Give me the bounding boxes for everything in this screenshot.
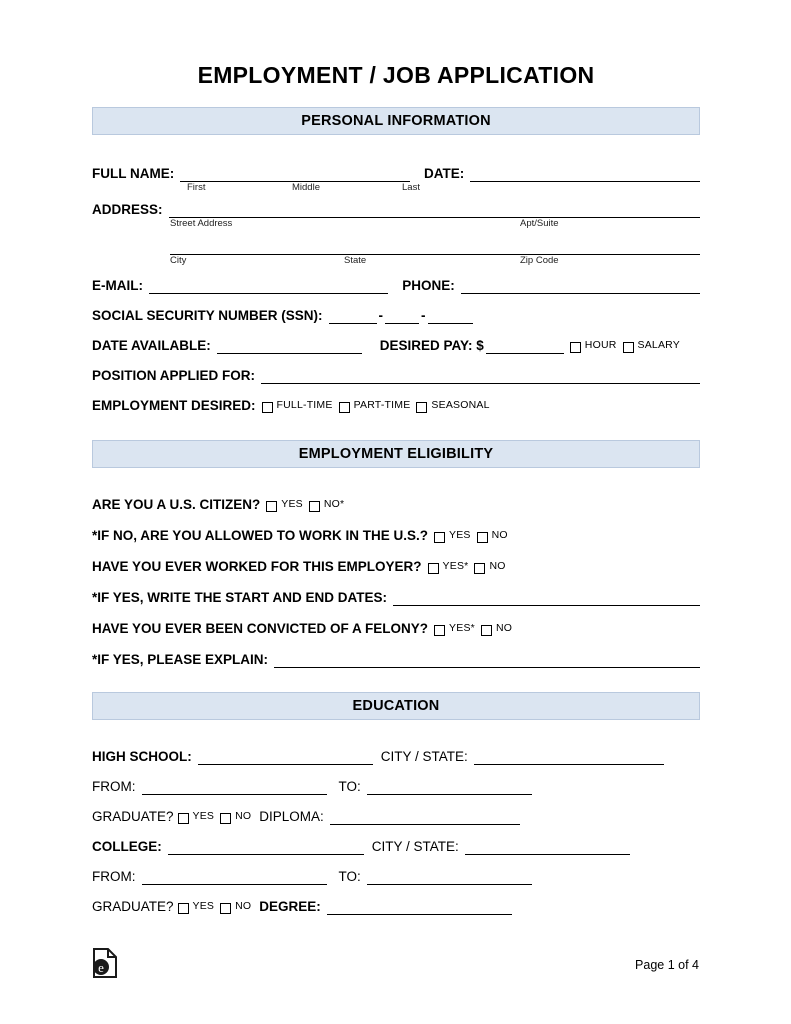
date-available-input[interactable] <box>217 338 362 354</box>
high-school-row <box>92 748 700 765</box>
phone-input[interactable] <box>461 278 700 294</box>
caption-apt-suite: Apt/Suite <box>520 218 559 229</box>
degree-input[interactable] <box>327 899 512 915</box>
position-applied-label: POSITION APPLIED FOR: <box>92 368 256 383</box>
city-state-zip-captions <box>92 255 700 268</box>
checkbox-worked-before-no[interactable] <box>474 563 485 574</box>
college-city-state-label: CITY / STATE: <box>371 839 459 854</box>
checkbox-felony-yes[interactable] <box>434 625 445 636</box>
desired-pay-input[interactable] <box>486 338 564 354</box>
label-part-time: PART-TIME <box>353 399 411 411</box>
address-row <box>92 201 700 218</box>
section-header-employment-eligibility: EMPLOYMENT ELIGIBILITY <box>92 440 700 468</box>
phone-label: PHONE: <box>402 278 455 293</box>
checkbox-full-time[interactable] <box>262 402 273 413</box>
work-allowed-question-label: *IF NO, ARE YOU ALLOWED TO WORK IN THE U.S.? <box>92 528 429 543</box>
checkbox-work-allowed-no[interactable] <box>477 532 488 543</box>
diploma-input[interactable] <box>330 809 520 825</box>
address-label: ADDRESS: <box>92 202 163 217</box>
section-header-personal-information: PERSONAL INFORMATION <box>92 107 700 135</box>
felony-explain-input[interactable] <box>274 652 700 668</box>
label-felony-no: NO <box>495 622 513 634</box>
label-college-graduate-yes: YES <box>192 900 215 912</box>
caption-state: State <box>344 255 367 266</box>
page-number: Page 1 of 4 <box>635 958 699 972</box>
high-school-dates-row <box>92 778 700 795</box>
college-dates-row <box>92 868 700 885</box>
ssn-input-serial[interactable] <box>428 309 473 324</box>
street-address-input[interactable] <box>169 202 700 218</box>
checkbox-citizen-no[interactable] <box>309 501 320 512</box>
caption-city: City <box>170 255 187 266</box>
felony-explain-row <box>92 651 700 668</box>
caption-middle: Middle <box>292 182 320 193</box>
label-seasonal: SEASONAL <box>431 399 490 411</box>
date-input[interactable] <box>470 166 700 182</box>
email-label: E-MAIL: <box>92 278 143 293</box>
checkbox-seasonal[interactable] <box>416 402 427 413</box>
start-end-dates-input[interactable] <box>393 590 700 606</box>
diploma-label: DIPLOMA: <box>259 809 324 824</box>
label-work-allowed-no: NO <box>491 529 508 541</box>
checkbox-part-time[interactable] <box>339 402 350 413</box>
label-work-allowed-yes: YES <box>449 529 471 541</box>
position-applied-input[interactable] <box>261 368 700 384</box>
college-from-label: FROM: <box>92 869 136 884</box>
high-school-from-input[interactable] <box>142 779 327 795</box>
ssn-input-area1[interactable] <box>329 309 377 324</box>
college-to-label: TO: <box>338 869 361 884</box>
high-school-to-label: TO: <box>338 779 361 794</box>
date-label: DATE: <box>424 166 465 181</box>
citizen-question-row <box>92 496 700 513</box>
full-name-input[interactable] <box>180 166 410 182</box>
document-body <box>92 0 700 915</box>
felony-question-label: HAVE YOU EVER BEEN CONVICTED OF A FELONY? <box>92 621 429 636</box>
label-hs-graduate-yes: YES <box>192 810 215 822</box>
checkbox-citizen-yes[interactable] <box>266 501 277 512</box>
college-graduate-row <box>92 898 700 915</box>
employment-desired-row <box>92 397 700 414</box>
label-citizen-no: NO* <box>323 498 345 510</box>
address-captions <box>92 218 700 231</box>
college-row <box>92 838 700 855</box>
ssn-label: SOCIAL SECURITY NUMBER (SSN): <box>92 308 323 323</box>
worked-before-question-label: HAVE YOU EVER WORKED FOR THIS EMPLOYER? <box>92 559 422 574</box>
checkbox-felony-no[interactable] <box>481 625 492 636</box>
email-input[interactable] <box>149 278 388 294</box>
college-graduate-label: GRADUATE? <box>92 899 174 914</box>
full-name-row <box>92 165 700 182</box>
high-school-city-state-input[interactable] <box>474 749 664 765</box>
label-pay-salary: SALARY <box>637 339 680 351</box>
checkbox-worked-before-yes[interactable] <box>428 563 439 574</box>
college-from-input[interactable] <box>142 869 327 885</box>
label-worked-before-no: NO <box>489 560 506 572</box>
desired-pay-label: DESIRED PAY: $ <box>379 338 484 353</box>
high-school-to-input[interactable] <box>367 779 532 795</box>
felony-question-row <box>92 620 700 637</box>
work-allowed-question-row <box>92 527 700 544</box>
start-end-dates-row <box>92 589 700 606</box>
svg-text:e: e <box>98 960 104 975</box>
caption-last: Last <box>402 182 420 193</box>
caption-street-address: Street Address <box>170 218 233 229</box>
city-state-zip-input[interactable] <box>170 239 700 255</box>
section-header-education: EDUCATION <box>92 692 700 720</box>
checkbox-college-graduate-no[interactable] <box>220 903 231 914</box>
full-name-captions <box>92 182 700 195</box>
employment-desired-label: EMPLOYMENT DESIRED: <box>92 398 256 413</box>
worked-before-question-row <box>92 558 700 575</box>
checkbox-hs-graduate-yes[interactable] <box>178 813 189 824</box>
college-to-input[interactable] <box>367 869 532 885</box>
high-school-from-label: FROM: <box>92 779 136 794</box>
label-college-graduate-no: NO <box>235 900 252 912</box>
ssn-input-group[interactable] <box>385 309 419 324</box>
high-school-graduate-row <box>92 808 700 825</box>
college-label: COLLEGE: <box>92 839 162 854</box>
high-school-label: HIGH SCHOOL: <box>92 749 192 764</box>
high-school-input[interactable] <box>198 749 373 765</box>
ssn-row: SOCIAL SECURITY NUMBER (SSN): - - <box>92 307 700 324</box>
date-available-label: DATE AVAILABLE: <box>92 338 211 353</box>
page-footer <box>92 948 699 978</box>
citizen-question-label: ARE YOU A U.S. CITIZEN? <box>92 497 261 512</box>
high-school-city-state-label: CITY / STATE: <box>380 749 468 764</box>
caption-first: First <box>187 182 206 193</box>
full-name-label: FULL NAME: <box>92 166 175 181</box>
checkbox-college-graduate-yes[interactable] <box>178 903 189 914</box>
checkbox-pay-salary[interactable] <box>623 342 634 353</box>
degree-label: DEGREE: <box>259 899 321 914</box>
date-available-pay-row <box>92 337 700 354</box>
label-felony-yes: YES* <box>449 622 475 634</box>
start-end-dates-label: *IF YES, WRITE THE START AND END DATES: <box>92 590 388 605</box>
label-hs-graduate-no: NO <box>235 810 252 822</box>
email-phone-row <box>92 277 700 294</box>
checkbox-pay-hour[interactable] <box>570 342 581 353</box>
city-state-zip-row <box>92 239 700 255</box>
high-school-graduate-label: GRADUATE? <box>92 809 174 824</box>
college-input[interactable] <box>168 839 364 855</box>
caption-zip-code: Zip Code <box>520 255 559 266</box>
college-city-state-input[interactable] <box>465 839 630 855</box>
label-full-time: FULL-TIME <box>276 399 333 411</box>
label-pay-hour: HOUR <box>584 339 617 351</box>
efile-document-icon <box>92 948 118 978</box>
page-title: EMPLOYMENT / JOB APPLICATION <box>197 62 595 88</box>
label-worked-before-yes: YES* <box>442 560 469 572</box>
label-citizen-yes: YES <box>281 498 303 510</box>
felony-explain-label: *IF YES, PLEASE EXPLAIN: <box>92 652 269 667</box>
checkbox-work-allowed-yes[interactable] <box>434 532 445 543</box>
position-applied-row <box>92 367 700 384</box>
checkbox-hs-graduate-no[interactable] <box>220 813 231 824</box>
